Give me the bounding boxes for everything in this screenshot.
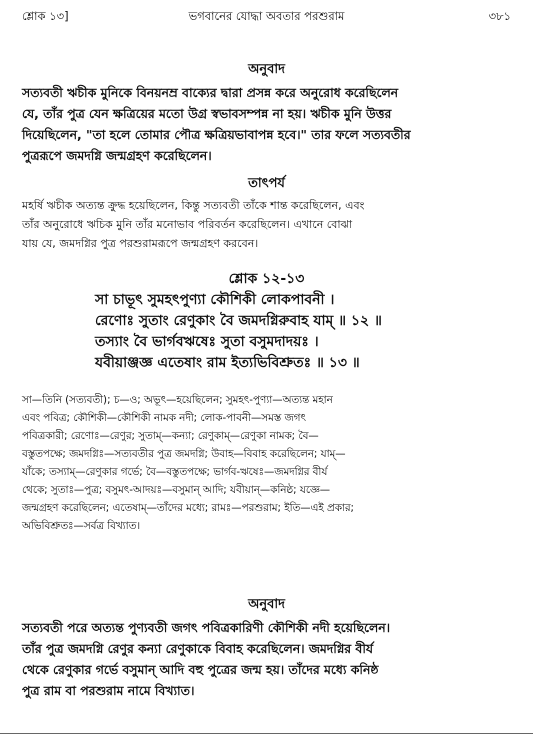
gloss-line: থেকে; সুতাঃ—পুত্র; বসুমৎ-আদয়ঃ—বসুমান্ আদি; যবীয়ান্—কনিষ্ঠ; যজ্ঞে—	[22, 484, 331, 496]
gloss-line: এবং পবিত্র; কৌশিকী—কৌশিকী নামক নদী; লোক-পাবনী—সমস্ত জগৎ	[22, 412, 306, 424]
verse-line: সা চাভূৎ সুমহৎপুণ্যা কৌশিকী লোকপাবনী ।	[95, 292, 335, 308]
translation-text-2	[22, 617, 511, 701]
page-number: ৩৮১	[488, 9, 511, 23]
gloss-line: পবিত্রকারী; রেণোঃ—রেণুর; সুতাম্—কন্যা; রেণুকাম্—রেণুকা নামক; বৈ—	[22, 430, 319, 442]
text-line: পুত্র রাম বা পরশুরাম নামে বিখ্যাত।	[22, 683, 195, 698]
gloss-line: অভিবিশ্রুতঃ—সর্বত্র বিখ্যাত।	[22, 520, 141, 532]
text-line: তাঁর পুত্র জমদগ্নি রেণুর কন্যা রেণুকাকে বিবাহ করেছিলেন। জমদগ্নির বীর্য	[22, 641, 374, 656]
text-line: থেকে রেণুকার গর্ভে বসুমান্ আদি বহু পুত্রের জন্ম হয়। তাঁদের মধ্যে কনিষ্ঠ	[22, 662, 379, 677]
gloss-line: যাঁকে; তস্যাম্—রেণুকার গর্ভে; বৈ—বস্তুতপক্ষে; ভার্গব-ঋষেঃ—জমদগ্নির বীর্য	[22, 466, 328, 478]
verse-number: শ্লোক ১২-১৩	[228, 271, 305, 287]
text-line: যে, তাঁর পুত্র যেন ক্ষত্রিয়ের মতো উগ্র স্বভাবসম্পন্ন না হয়। ঋচীক মুনি উত্তর	[22, 106, 392, 121]
text-line: সত্যবতী পরে অত্যন্ত পুণ্যবতী জগৎ পবিত্রকারিণী কৌশিকী নদী হয়েছিলেন।	[22, 620, 391, 635]
page-bottom-rule	[0, 733, 533, 734]
verse-line: তস্যাং বৈ ভার্গবঋষেঃ সুতা বসুমদাদয়ঃ ।	[95, 334, 319, 350]
text-line: তাঁর অনুরোধে ঋচিক মুনি তাঁর মনোভাব পরিবর্তন করেছিলেন। এখানে বোঝা	[22, 218, 353, 231]
header-verse-ref: শ্লোক ১৩]	[22, 9, 69, 23]
translation-text-1	[22, 82, 511, 166]
word-for-word-synonyms	[22, 391, 511, 535]
header-chapter-title: ভগবানের যোদ্ধা অবতার পরশুরাম	[188, 9, 345, 23]
translation-heading-2: অনুবাদ	[248, 597, 285, 612]
gloss-line: সা—তিনি (সত্যবতী); চ—ও; অভূৎ—হয়েছিলেন; সুমহৎ-পুণ্যা—অত্যন্ত মহান	[22, 394, 333, 406]
translation-heading-1: অনুবাদ	[248, 62, 285, 77]
text-line: দিয়েছিলেন, "তা হলে তোমার পৌত্র ক্ষত্রিয়ভাবাপন্ন হবে।" তার ফলে সত্যবতীর	[22, 127, 411, 142]
verse-line: যবীয়াঞ্জজ্ঞ এতেষাং রাম ইত্যভিবিশ্রুতঃ ॥ ১৩ ॥	[95, 355, 360, 371]
text-line: যায় যে, জমদগ্নির পুত্র পরশুরামরূপে জন্মগ্রহণ করবেন।	[22, 237, 259, 250]
running-header	[22, 8, 511, 27]
sanskrit-verse	[95, 290, 511, 374]
verse-line: রেণোঃ সুতাং রেণুকাং বৈ জমদগ্নিরুবাহ যাম্ ॥ ১২ ॥	[95, 313, 382, 329]
gloss-line: জন্মগ্রহণ করেছিলেন; এতেষাম্—তাঁদের মধ্যে; রামঃ—পরশুরাম; ইতি—এই প্রকার;	[22, 502, 355, 514]
purport-text	[22, 196, 511, 253]
text-line: সত্যবতী ঋচীক মুনিকে বিনয়নম্র বাক্যের দ্বারা প্রসন্ন করে অনুরোধ করেছিলেন	[22, 85, 399, 100]
gloss-line: বস্তুতপক্ষে; জমদগ্নিঃ—সত্যবতীর পুত্র জমদগ্নি; উবাহ—বিবাহ করেছিলেন; যাম্—	[22, 448, 346, 460]
text-line: মহর্ষি ঋচীক অত্যন্ত ক্রুদ্ধ হয়েছিলেন, কিন্তু সত্যবতী তাঁকে শান্ত করেছিলেন, এবং	[22, 199, 365, 212]
text-line: পুত্ররূপে জমদগ্নি জন্মগ্রহণ করেছিলেন।	[22, 148, 212, 163]
purport-heading: তাৎপর্য	[248, 176, 285, 191]
